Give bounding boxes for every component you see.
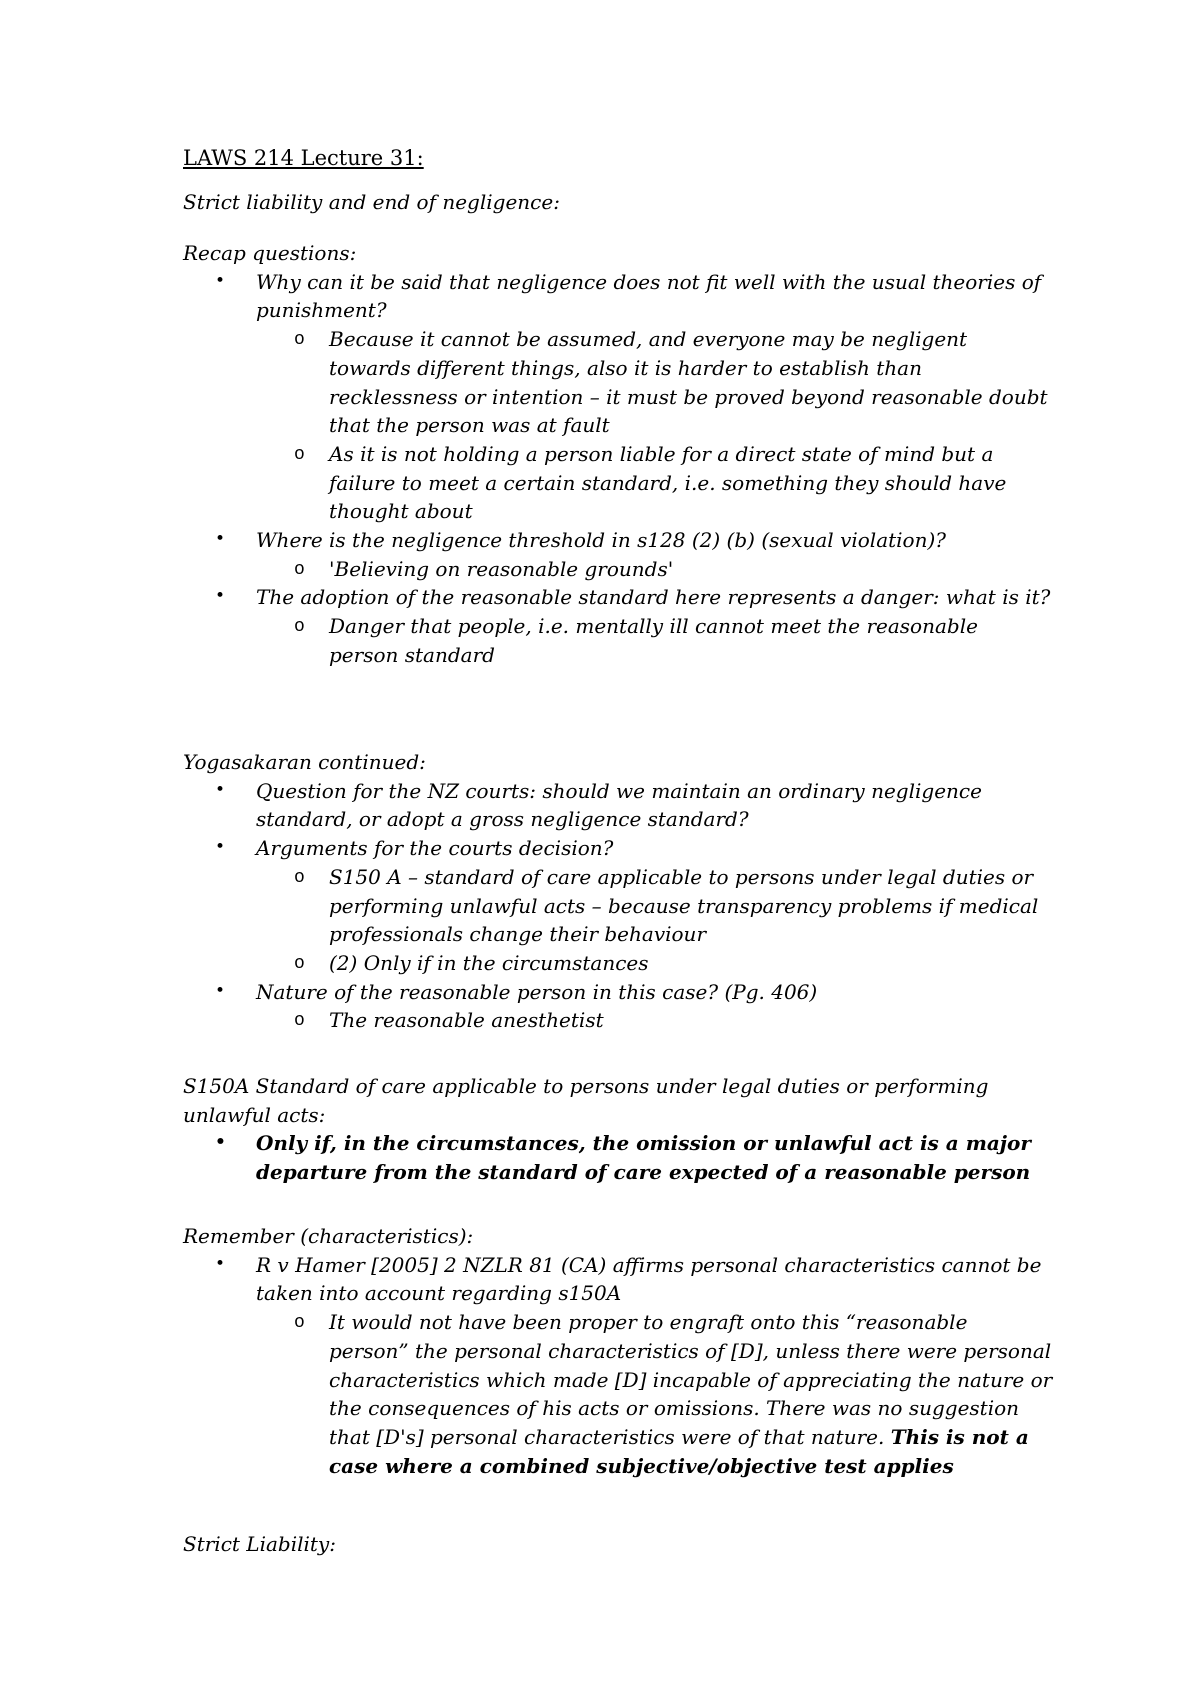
recap-question-1: Why can it be said that negligence does not fit well with the usual theories of punishment? — [256, 269, 1042, 323]
list-item — [183, 978, 1053, 1007]
bullet-icon: • — [215, 779, 226, 800]
bullet-icon: • — [215, 1253, 226, 1274]
sub-bullet-icon: o — [294, 444, 305, 465]
list-item — [183, 612, 1053, 669]
subtitle: Strict liability and end of negligence: — [183, 190, 560, 214]
yogasakaran-section — [183, 748, 1053, 1035]
subtitle-section — [183, 188, 1053, 217]
sub-bullet-icon: o — [294, 617, 305, 638]
sub-bullet-icon: o — [294, 867, 305, 888]
yogasakaran-point-3: Nature of the reasonable person in this case? (Pg. 406) — [256, 979, 818, 1004]
remember-heading: Remember (characteristics): — [183, 1224, 474, 1248]
bullet-icon: • — [215, 529, 226, 550]
recap-question-3: The adoption of the reasonable standard here represents a danger: what is it? — [256, 585, 1051, 610]
list-item — [183, 777, 1053, 834]
yogasakaran-heading: Yogasakaran continued: — [183, 750, 426, 774]
s150a-section — [183, 1072, 1053, 1187]
list-item — [183, 834, 1053, 863]
recap-section — [183, 239, 1053, 670]
hamer-quote-emphasis: This is not a case where a combined subjective/objective test applies — [329, 1424, 1029, 1478]
yogasakaran-point-3a: The reasonable anesthetist — [329, 1008, 604, 1033]
remember-section — [183, 1222, 1053, 1480]
bullet-icon: • — [215, 980, 226, 1001]
recap-heading: Recap questions: — [183, 241, 357, 265]
s150a-heading: S150A Standard of care applicable to persons under legal duties or performing unlawful acts: — [183, 1074, 989, 1127]
lecture-title: LAWS 214 Lecture 31: — [183, 146, 424, 170]
list-item — [183, 949, 1053, 978]
recap-answer-2a: 'Believing on reasonable grounds' — [329, 556, 674, 581]
bullet-icon: • — [215, 270, 226, 291]
yogasakaran-point-1: Question for the NZ courts: should we maintain an ordinary negligence standard, or adopt a gross negligence standard? — [256, 778, 982, 832]
list-item — [183, 1006, 1053, 1035]
list-item — [183, 325, 1053, 440]
strict-liability-section — [183, 1530, 1053, 1559]
list-item — [183, 863, 1053, 949]
s150a-point-1: Only if, in the circumstances, the omission or unlawful act is a major departure from the standard of care expected of a reasonable person — [256, 1131, 1031, 1185]
list-item — [183, 555, 1053, 584]
bullet-icon: • — [215, 837, 226, 858]
remember-point-1: R v Hamer [2005] 2 NZLR 81 (CA) affirms personal characteristics cannot be taken into account regarding s150A — [256, 1252, 1042, 1306]
list-item — [183, 1251, 1053, 1308]
list-item — [183, 440, 1053, 526]
sub-bullet-icon: o — [294, 559, 305, 580]
list-item — [183, 583, 1053, 612]
recap-question-2: Where is the negligence threshold in s128 (2) (b) (sexual violation)? — [256, 528, 946, 553]
yogasakaran-point-2: Arguments for the courts decision? — [256, 836, 614, 861]
bullet-icon: • — [215, 1132, 226, 1153]
strict-liability-heading: Strict Liability: — [183, 1532, 336, 1556]
sub-bullet-icon: o — [294, 953, 305, 974]
hamer-quote: It would not have been proper to engraft onto this “reasonable person” the personal characteristics of [D], unless there were personal characteristics which made [D] incapable of appreciating the nature or the consequences of his acts or omissions. There was no suggestion that [D's] personal characteristics were of that nature. — [329, 1310, 1053, 1449]
sub-bullet-icon: o — [294, 1011, 305, 1032]
list-item — [183, 268, 1053, 325]
recap-answer-1a: Because it cannot be assumed, and everyone may be negligent towards different things, also it is harder to establish than recklessness or intention – it must be proved beyond reasonable doubt that the person was at fault — [329, 327, 1048, 438]
sub-bullet-icon: o — [294, 1313, 305, 1334]
list-item — [183, 1129, 1053, 1186]
recap-answer-1b: As it is not holding a person liable for a direct state of mind but a failure to meet a certain standard, i.e. something they should have thought about — [329, 441, 1007, 524]
sub-bullet-icon: o — [294, 330, 305, 351]
recap-answer-3a: Danger that people, i.e. mentally ill cannot meet the reasonable person standard — [329, 614, 978, 667]
yogasakaran-point-2b: (2) Only if in the circumstances — [329, 950, 649, 975]
yogasakaran-point-2a: S150 A – standard of care applicable to persons under legal duties or performing unlawful acts – because transparency problems if medical professionals change their behaviour — [329, 864, 1039, 947]
list-item — [183, 526, 1053, 555]
bullet-icon: • — [215, 586, 226, 607]
list-item — [183, 1308, 1053, 1480]
